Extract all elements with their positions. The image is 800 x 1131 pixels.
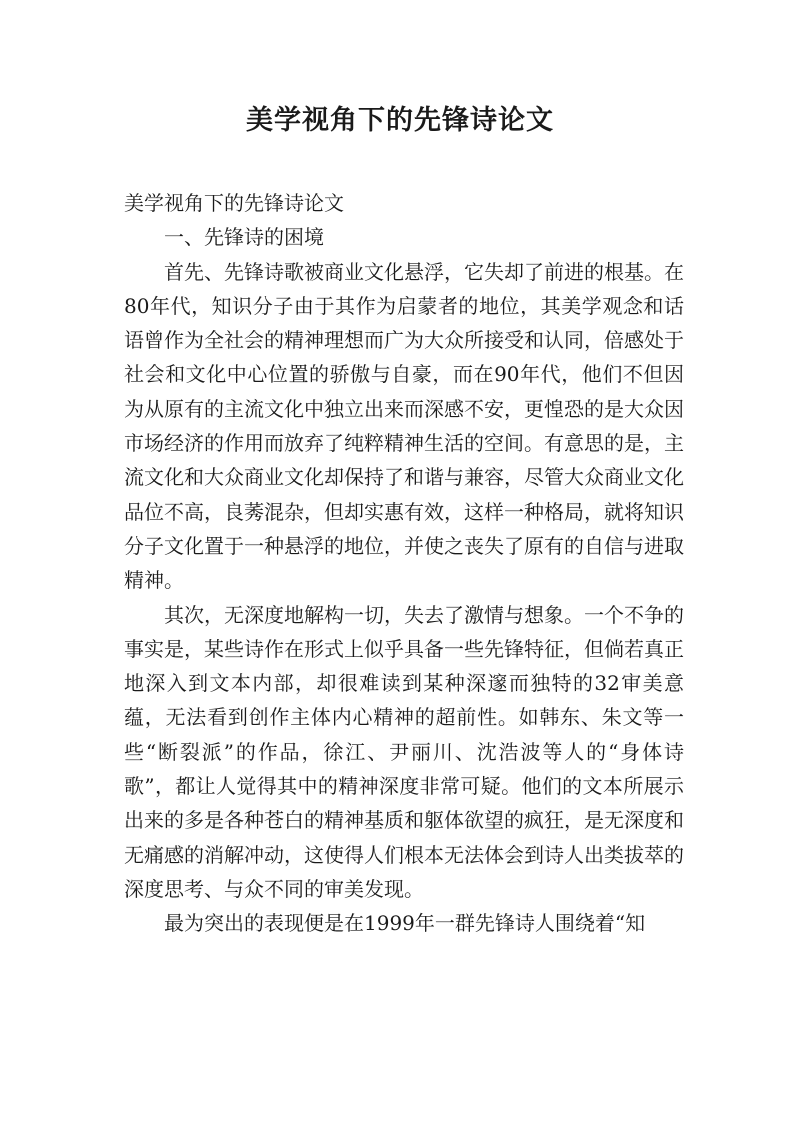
paragraph-3: 最为突出的表现便是在1999年一群先锋诗人围绕着“知 — [164, 911, 646, 936]
section-heading: 一、先锋诗的困境 — [164, 225, 324, 250]
document-body — [124, 186, 684, 941]
document-title: 美学视角下的先锋诗论文 — [246, 105, 554, 136]
document-subtitle: 美学视角下的先锋诗论文 — [124, 191, 344, 215]
paragraph-2: 其次，无深度地解构一切，失去了激情与想象。一个不争的事实是，某些诗作在形式上似乎具备一些先锋特征，但倘若真正地深入到文本内部，却很难读到某种深邃而独特的32审美意蕴，无法看到创作主体内心精神的超前性。如韩东、朱文等一些“断裂派”的作品，徐江、尹丽川、沈浩波等人的“身体诗歌”，都让人觉得其中的精神深度非常可疑。他们的文本所展示出来的多是各种苍白的精神基质和躯体欲望的疯狂，是无深度和无痛感的消解冲动，这使得人们根本无法体会到诗人出类拔萃的深度思考、与众不同的审美发现。 — [124, 602, 684, 901]
paragraph-1: 首先、先锋诗歌被商业文化悬浮，它失却了前进的根基。在80年代，知识分子由于其作为启蒙者的地位，其美学观念和话语曾作为全社会的精神理想而广为大众所接受和认同，倍感处于社会和文化中心位置的骄傲与自豪，而在90年代，他们不但因为从原有的主流文化中独立出来而深感不安，更惶恐的是大众因市场经济的作用而放弃了纯粹精神生活的空间。有意思的是，主流文化和大众商业文化却保持了和谐与兼容，尽管大众商业文化品位不高，良莠混杂，但却实惠有效，这样一种格局，就将知识分子文化置于一种悬浮的地位，并使之丧失了原有的自信与进取精神。 — [124, 259, 684, 593]
